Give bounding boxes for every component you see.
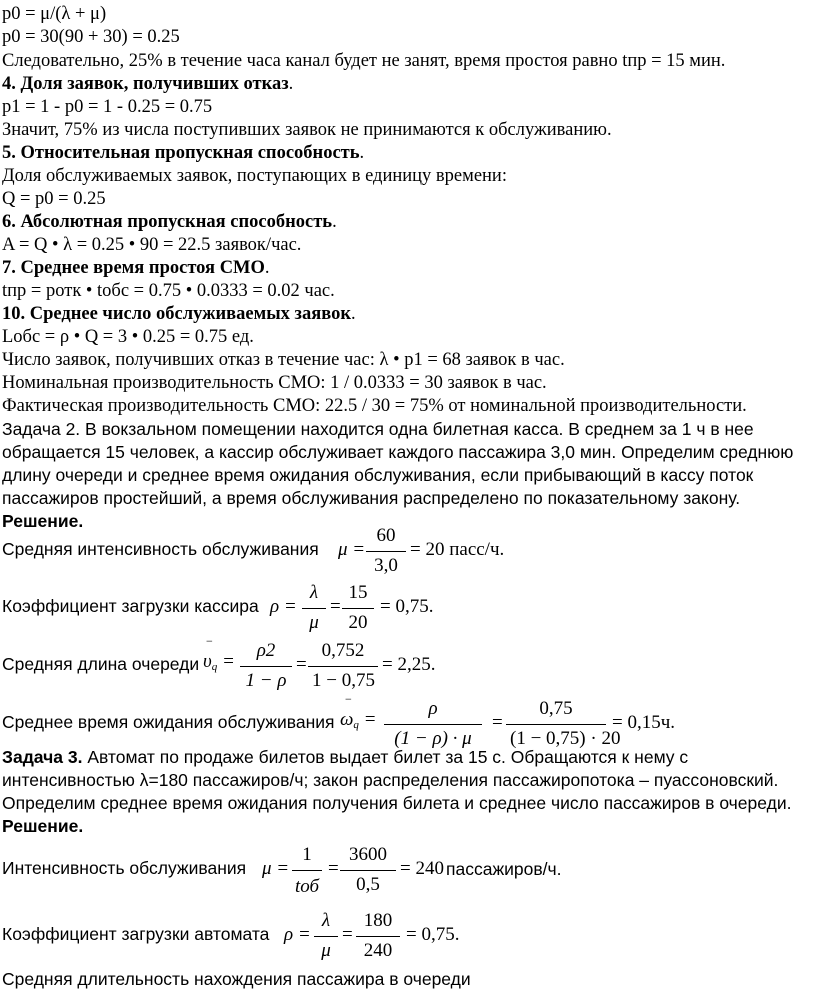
- symbol-mu: μ: [321, 940, 331, 961]
- heading-5: 5. Относительная пропускная способность.: [2, 143, 365, 163]
- equation-result: = 0,15ч.: [612, 712, 676, 733]
- solution-heading-1: Решение.: [2, 511, 84, 531]
- fraction-bar: [340, 870, 396, 871]
- task3-line-1: Задача 3. Автомат по продаже билетов выдает билет за 15 с. Обращаются к нему с: [2, 747, 689, 767]
- heading-4: 4. Доля заявок, получивших отказ.: [2, 74, 294, 94]
- equation-service-rate: [0, 525, 816, 585]
- symbol-lambda: λ: [309, 582, 319, 603]
- fraction-bar: [506, 724, 606, 725]
- fraction-bar: [384, 724, 482, 725]
- paragraph-refused-count: Число заявок, получивших отказ в течение час: λ • p1 = 68 заявок в час.: [2, 350, 565, 370]
- fraction-bar: [302, 608, 326, 609]
- equation-label: Интенсивность обслуживания: [2, 858, 247, 878]
- equation-label: Средняя интенсивность обслуживания: [2, 539, 319, 559]
- symbol-upsilon-q: $\upsilon_q$ =: [203, 651, 235, 673]
- equation-result: = 0,75.: [406, 924, 460, 945]
- fraction-denominator: 240: [363, 940, 393, 961]
- heading-10: 10. Среднее число обслуживаемых заявок.: [2, 304, 356, 324]
- equation-result: = 20 пасс/ч.: [410, 539, 505, 560]
- fraction-numerator: 1: [302, 844, 312, 865]
- symbol-omega-q: $\omega_q$ =: [340, 709, 377, 731]
- equals-sign: =: [342, 924, 353, 945]
- overbar-mark: −: [345, 692, 352, 706]
- symbol-rho: ρ =: [270, 596, 297, 617]
- equation-label: Средняя длина очереди: [2, 654, 200, 674]
- formula-lobs: Lобс = ρ • Q = 3 • 0.25 = 0.75 ед.: [2, 327, 254, 347]
- paragraph-actual: Фактическая производительность СМО: 22.5 / 30 = 75% от номинальной производительности.: [2, 396, 747, 416]
- fraction-denominator: 0,5: [356, 874, 380, 895]
- task2-line-3: длину очереди и среднее время ожидания обслуживания, если прибывающий в кассу поток: [2, 465, 754, 485]
- fraction-denominator: tоб: [294, 876, 320, 897]
- solution-heading-2: Решение.: [2, 816, 84, 836]
- equation-machine-rate: [0, 838, 816, 910]
- task3-line-3: Определим среднее время ожидания получения билета и среднее число пассажиров в очереди.: [2, 793, 792, 813]
- equals-sign: =: [330, 596, 341, 617]
- fraction-bar: [342, 608, 374, 609]
- formula-p0: p0 = μ/(λ + μ): [2, 4, 107, 24]
- equation-load-machine: [0, 910, 816, 970]
- formula-p0-value: p0 = 30(90 + 30) = 0.25: [2, 27, 180, 47]
- fraction-numerator: ρ2: [256, 640, 276, 661]
- fraction-numerator: ρ: [428, 698, 438, 719]
- fraction-denominator: 3,0: [374, 555, 398, 576]
- equation-result: = 2,25.: [382, 654, 436, 675]
- heading-7: 7. Среднее время простоя СМО.: [2, 258, 270, 278]
- equation-result: = 0,75.: [380, 596, 434, 617]
- equation-unit: пассажиров/ч.: [446, 859, 562, 879]
- paragraph-idle: Следовательно, 25% в течение часа канал будет не занят, время простоя равно tпр = 15 мин.: [2, 51, 726, 71]
- equation-queue-length: [0, 634, 816, 700]
- equals-sign: =: [492, 712, 503, 733]
- task2-line-1: Задача 2. В вокзальном помещении находится одна билетная касса. В среднем за 1 ч в нее: [2, 419, 754, 439]
- formula-a: A = Q • λ = 0.25 • 90 = 22.5 заявок/час.: [2, 235, 302, 255]
- fraction-bar: [366, 551, 406, 552]
- fraction-bar: [292, 870, 322, 871]
- equation-label: Коэффициент загрузки кассира: [2, 596, 259, 616]
- task2-line-2: обращается 15 человек, а кассир обслуживает каждого пассажира 3,0 мин. Определим среднюю: [2, 442, 794, 462]
- overbar-mark: −: [206, 634, 213, 648]
- paragraph-refused: Значит, 75% из числа поступивших заявок не принимаются к обслуживанию.: [2, 120, 612, 140]
- fraction-numerator: 0,75: [539, 698, 573, 719]
- heading-6: 6. Абсолютная пропускная способность.: [2, 212, 337, 232]
- paragraph-share: Доля обслуживаемых заявок, поступающих в единицу времени:: [2, 166, 507, 186]
- fraction-denominator: (1 − ρ) · μ: [394, 728, 472, 749]
- fraction-numerator: 15: [348, 582, 368, 603]
- fraction-numerator: 3600: [349, 844, 387, 865]
- fraction-numerator: 0,752: [321, 640, 365, 661]
- fraction-numerator: 180: [363, 910, 393, 931]
- task3-line-2: интенсивностью λ=180 пассажиров/ч; закон распределения пассажиропотока – пуассоновский.: [2, 770, 779, 790]
- fraction-bar: [308, 666, 378, 667]
- equals-sign: =: [296, 654, 307, 675]
- symbol-mu: μ: [309, 612, 319, 633]
- formula-q: Q = p0 = 0.25: [2, 189, 106, 209]
- fraction-denominator: (1 − 0,75) · 20: [510, 728, 621, 749]
- fraction-denominator: 20: [348, 612, 368, 633]
- fraction-bar: [314, 936, 338, 937]
- fraction-numerator: 60: [376, 525, 396, 546]
- fraction-denominator: 1 − 0,75: [312, 670, 375, 691]
- paragraph-last: Средняя длительность нахождения пассажира в очереди: [2, 969, 471, 989]
- symbol-mu: μ =: [338, 539, 366, 560]
- symbol-mu: μ =: [262, 858, 290, 879]
- equation-result: = 240: [400, 858, 444, 879]
- paragraph-nominal: Номинальная производительность СМО: 1 / 0.0333 = 30 заявок в час.: [2, 373, 547, 393]
- fraction-bar: [240, 666, 292, 667]
- equation-label: Коэффициент загрузки автомата: [2, 924, 270, 944]
- symbol-lambda: λ: [321, 910, 331, 931]
- fraction-bar: [356, 936, 400, 937]
- fraction-denominator: 1 − ρ: [245, 670, 287, 691]
- symbol-rho: ρ =: [284, 924, 311, 945]
- formula-tpr: tпр = pотк • tобс = 0.75 • 0.0333 = 0.02 час.: [2, 281, 335, 301]
- equals-sign: =: [328, 858, 339, 879]
- task2-line-4: пассажиров простейший, а время обслуживания распределено по показательному закону.: [2, 488, 741, 508]
- equation-load-cashier: [0, 582, 816, 642]
- equation-label: Среднее время ожидания обслуживания: [2, 712, 335, 732]
- formula-p1: p1 = 1 - p0 = 1 - 0.25 = 0.75: [2, 97, 213, 117]
